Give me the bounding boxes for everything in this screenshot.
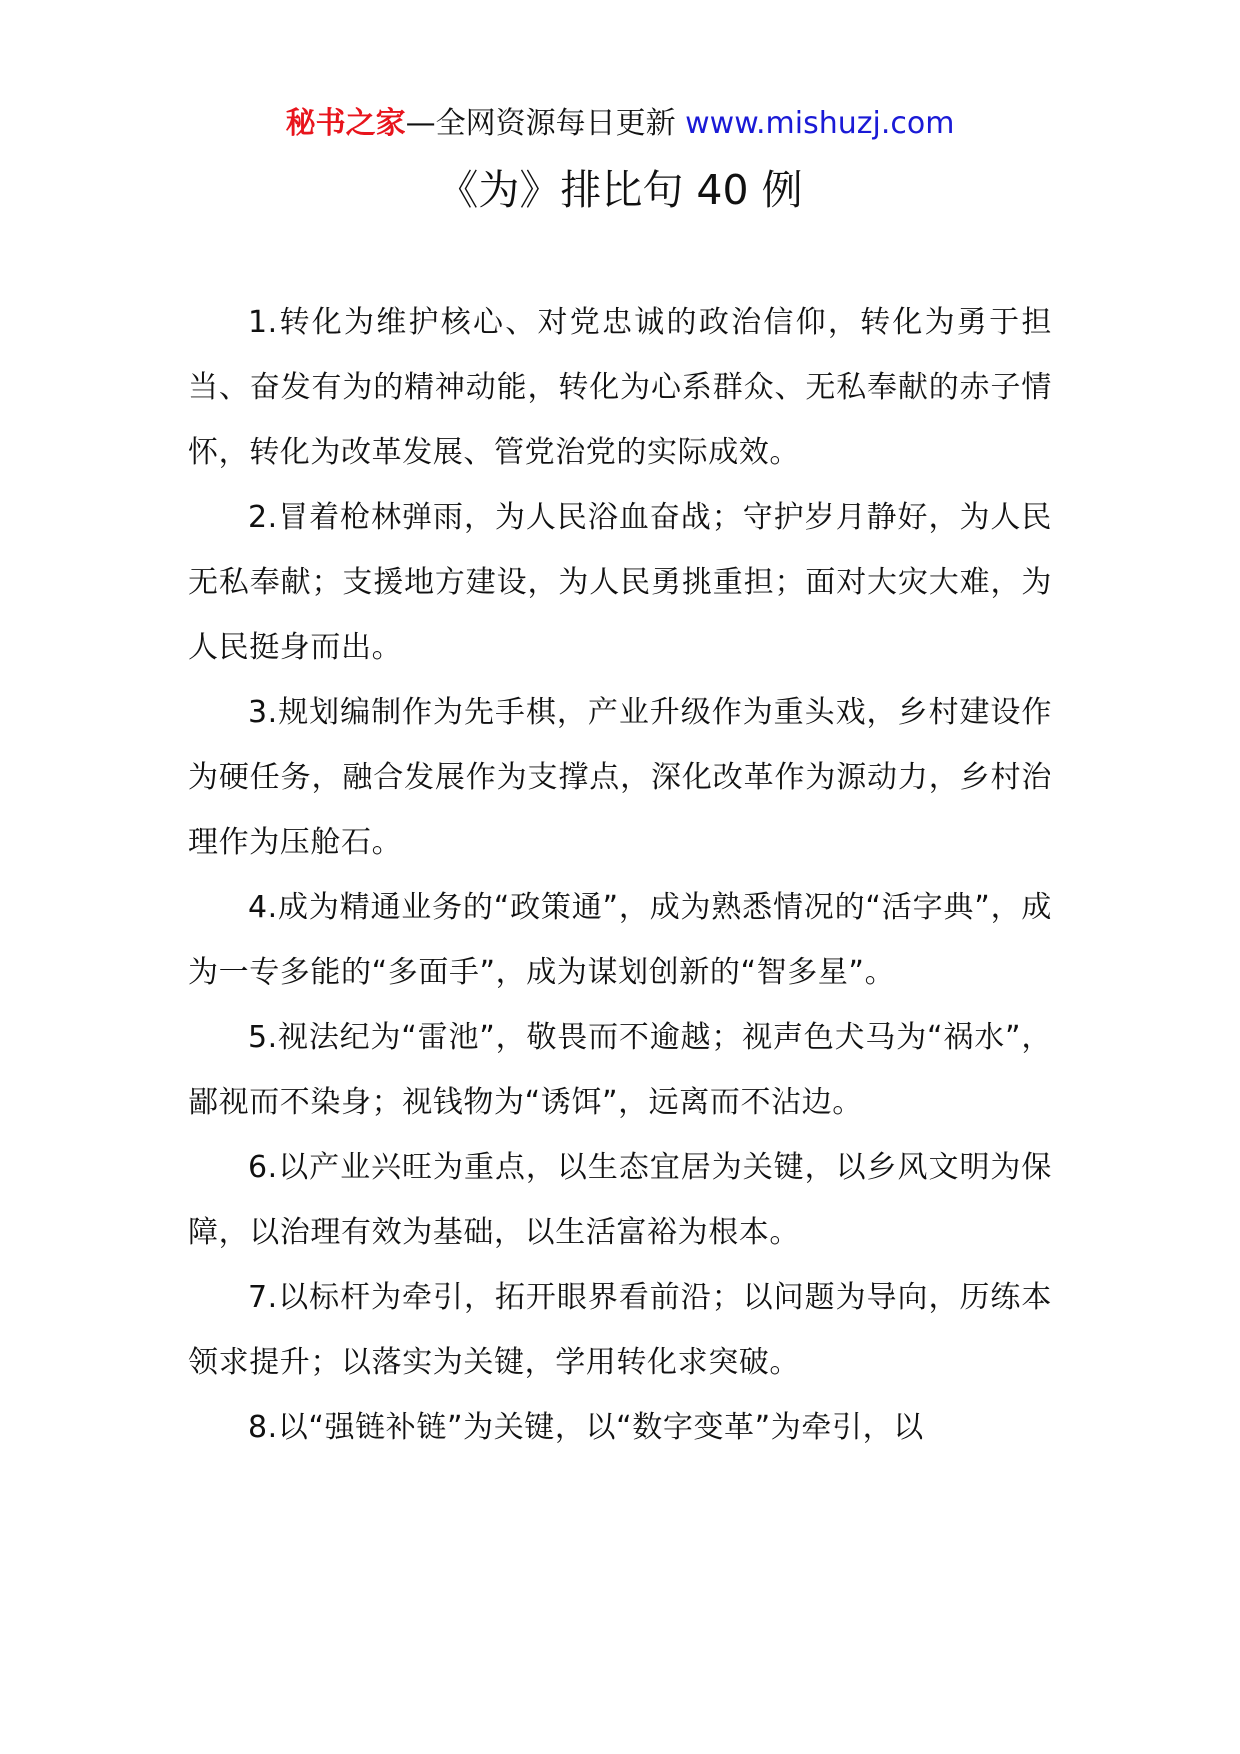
header-tagline: —全网资源每日更新	[405, 106, 686, 141]
paragraph-7: 7.以标杆为牵引，拓开眼界看前沿；以问题为导向，历练本领求提升；以落实为关键，学用转化求突破。	[188, 1280, 1052, 1380]
paragraph-5: 5.视法纪为“雷池”，敬畏而不逾越；视声色犬马为“祸水”，鄙视而不染身；视钱物为“诱饵”，远离而不沾边。	[188, 1020, 1052, 1120]
paragraph-4: 4.成为精通业务的“政策通”，成为熟悉情况的“活字典”，成为一专多能的“多面手”，成为谋划创新的“智多星”。	[188, 890, 1052, 990]
paragraph-1: 1.转化为维护核心、对党忠诚的政治信仰，转化为勇于担当、奋发有为的精神动能，转化为心系群众、无私奉献的赤子情怀，转化为改革发展、管党治党的实际成效。	[188, 305, 1052, 470]
paragraph-8: 8.以“强链补链”为关键，以“数字变革”为牵引，以	[248, 1410, 924, 1445]
paragraph-6: 6.以产业兴旺为重点，以生态宜居为关键，以乡风文明为保障，以治理有效为基础，以生活富裕为根本。	[188, 1150, 1052, 1250]
paragraph-3: 3.规划编制作为先手棋，产业升级作为重头戏，乡村建设作为硬任务，融合发展作为支撑点，深化改革作为源动力，乡村治理作为压舱石。	[188, 695, 1052, 860]
site-header	[0, 104, 1240, 144]
paragraph-2: 2.冒着枪林弹雨，为人民浴血奋战；守护岁月静好，为人民无私奉献；支援地方建设，为人民勇挑重担；面对大灾大难，为人民挺身而出。	[188, 500, 1052, 665]
document-body	[188, 290, 1052, 1460]
document-title: 《为》排比句 40 例	[437, 166, 803, 214]
site-url-link[interactable]: www.mishuzj.com	[685, 106, 955, 141]
brand-name: 秘书之家	[285, 106, 406, 141]
